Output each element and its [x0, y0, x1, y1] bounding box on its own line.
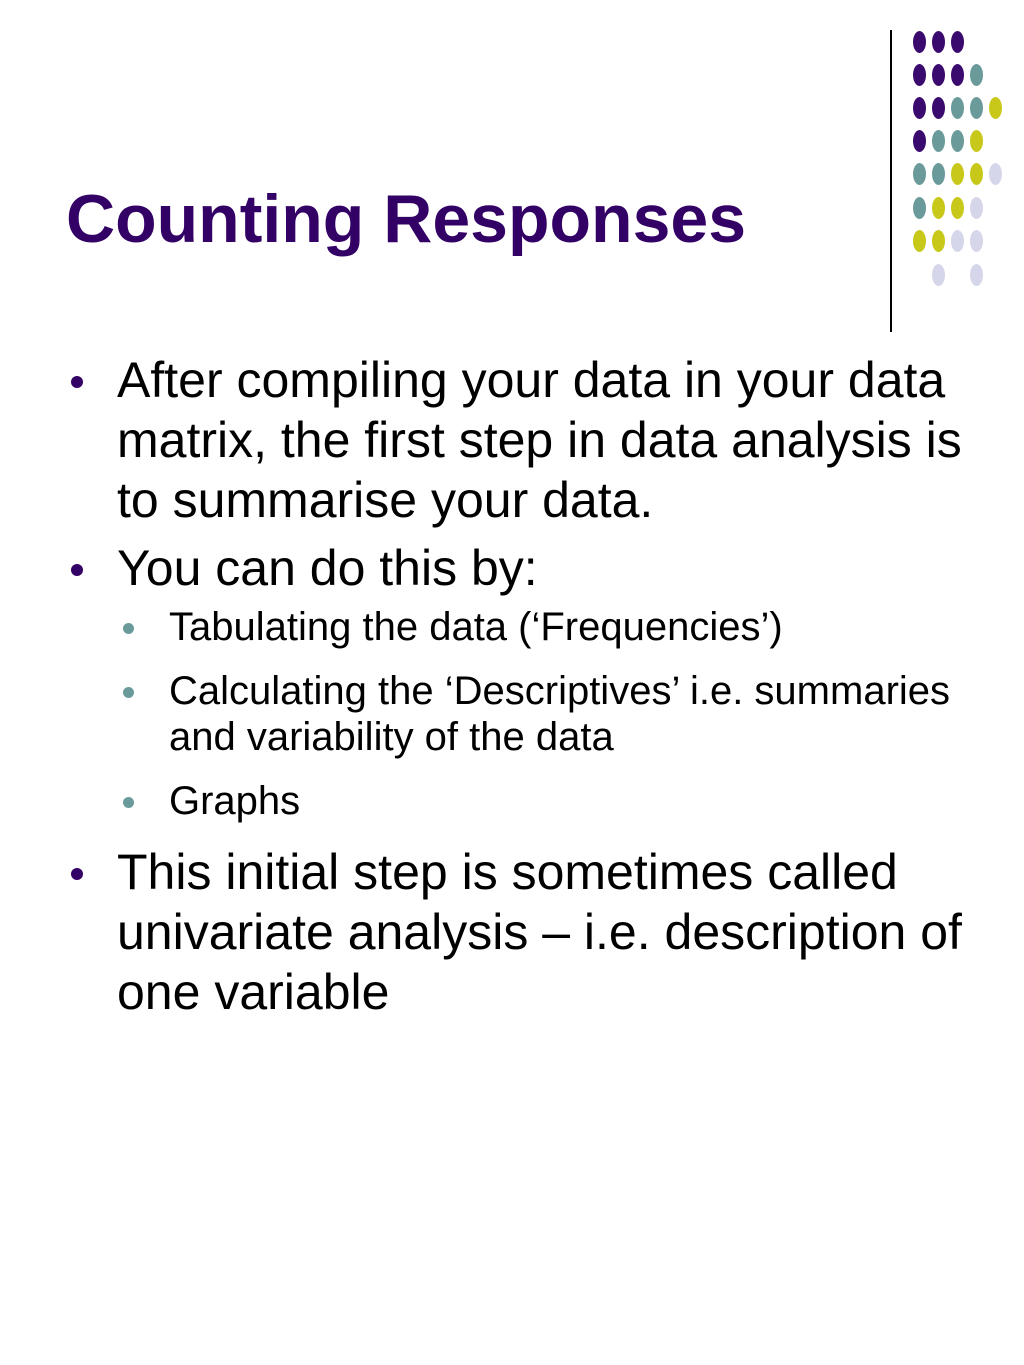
decorative-dot: [970, 197, 983, 219]
decorative-dot: [951, 163, 964, 185]
bullet-dot-icon: [71, 376, 83, 388]
decorative-dot: [970, 163, 983, 185]
decorative-dot: [913, 130, 926, 152]
bullet-text: This initial step is sometimes called univariate analysis – i.e. description of one variable: [117, 844, 962, 1020]
slide-body: [66, 350, 986, 1030]
decorative-dot: [970, 130, 983, 152]
bullet-list: [66, 350, 986, 1022]
decorative-dot: [951, 97, 964, 119]
bullet-item: [66, 842, 986, 1022]
sub-bullet-dot-icon: [123, 623, 134, 634]
decorative-dot: [913, 31, 926, 53]
decorative-dot: [932, 264, 945, 286]
decorative-dot: [932, 97, 945, 119]
decorative-dot: [913, 230, 926, 252]
decorative-dot: [951, 197, 964, 219]
sub-bullet-dot-icon: [123, 687, 134, 698]
bullet-dot-icon: [71, 868, 83, 880]
decorative-dot: [932, 163, 945, 185]
decorative-dot: [913, 97, 926, 119]
sub-bullet-text: Graphs: [169, 779, 301, 823]
decorative-dot: [989, 97, 1002, 119]
decorative-dot: [932, 130, 945, 152]
bullet-item: [66, 538, 986, 824]
sub-bullet-item: [117, 778, 986, 824]
decorative-dot: [970, 264, 983, 286]
bullet-item: [66, 350, 986, 530]
decorative-dot: [989, 163, 1002, 185]
vertical-divider: [890, 30, 892, 332]
decorative-dot: [970, 64, 983, 86]
slide-title: Counting Responses: [66, 181, 747, 257]
decorative-dot: [951, 130, 964, 152]
sub-bullet-text: Calculating the ‘Descriptives’ i.e. summaries and variability of the data: [169, 669, 951, 759]
decorative-dot: [913, 163, 926, 185]
sub-bullet-list: [117, 604, 986, 824]
decorative-dot: [932, 31, 945, 53]
decorative-dot: [913, 64, 926, 86]
decorative-dot: [970, 230, 983, 252]
decorative-dot: [932, 197, 945, 219]
bullet-text: After compiling your data in your data matrix, the first step in data analysis is to summarise your data.: [117, 352, 962, 528]
decorative-dot: [970, 97, 983, 119]
bullet-text: You can do this by:: [117, 540, 538, 596]
decorative-dot: [951, 230, 964, 252]
decorative-dot: [913, 197, 926, 219]
decorative-dot: [932, 230, 945, 252]
sub-bullet-dot-icon: [123, 797, 134, 808]
bullet-dot-icon: [71, 564, 83, 576]
sub-bullet-item: [117, 668, 986, 760]
sub-bullet-text: Tabulating the data (‘Frequencies’): [169, 605, 783, 649]
sub-bullet-item: [117, 604, 986, 650]
decorative-dot: [951, 64, 964, 86]
decorative-dot: [932, 64, 945, 86]
decorative-dot: [951, 31, 964, 53]
